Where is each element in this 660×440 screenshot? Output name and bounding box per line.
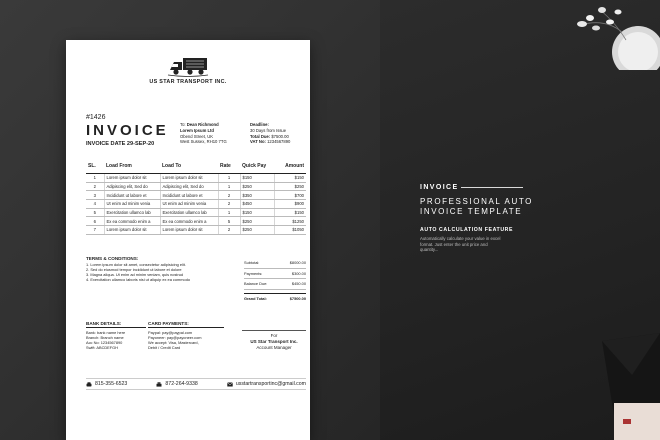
table-row [86,217,306,226]
phone-icon [86,382,92,387]
invoice-date: INVOICE DATE 29-SEP-20 [86,141,155,147]
sign-for: For [270,333,278,338]
fax-icon [156,382,162,387]
footer-email [227,381,306,387]
deadline-label: Deadline: [250,122,269,127]
cell-amount: $150 [274,208,306,217]
cell-sl: 3 [86,191,104,200]
cell-load-from: Incididunt ut labore et [104,191,160,200]
cell-quick-pay: $250 [240,182,274,191]
subtotal-value: $8000.00 [289,260,306,266]
cell-rate: 2 [218,226,240,235]
cell-amount: $150 [274,174,306,183]
cell-sl: 5 [86,208,104,217]
deadline-value: 30 Days from Issue [250,127,287,133]
card-line: Payoneer: pay@payoneer.com [148,335,202,340]
col-load-to: Load To [160,162,218,174]
truck-icon [166,56,210,78]
cell-load-from: Ut enim ad minim venia [104,200,160,209]
cell-load-to: Exercitation ullamco lab [160,208,218,217]
bill-to [180,122,227,145]
promo-text [420,184,630,253]
cell-load-to: Lorem ipsum dolor sit [160,226,218,235]
promo-heading: INVOICE [420,184,459,191]
card-line: Paypal: pay@paypal.com [148,330,193,335]
card-line: Debit / Credit Card [148,345,181,350]
terms-item: 1. Lorem ipsum dolor sit amet, consectetur adipisicing elit. [86,262,186,267]
cell-load-to: Incididunt ut labore et [160,191,218,200]
card-line: We accept: Visa, Mastercard, [148,340,199,345]
cell-load-to: Lorem ipsum dolor sit [160,174,218,183]
to-address2: West Sussex, RH10 7TG [180,139,227,145]
cell-rate: 1 [218,174,240,183]
email-text: usstartransportinc@gmail.com [235,381,306,387]
vat-value: 1234567890 [267,139,291,145]
payments-row [244,269,306,280]
company-logo [66,56,310,85]
terms-conditions [86,256,236,282]
contact-footer [86,378,306,390]
grand-total-row [244,293,306,304]
to-address1: Obend Street, UK [180,133,214,139]
invoice-table [86,162,306,235]
terms-item: 4. Exercitation ullamco laboris nisi ut aliquip ex ea commodo [86,277,191,282]
subtotal-label: Subtotal: [244,260,260,266]
card-payments [148,321,224,350]
vat-label: VAT No: [250,139,266,145]
col-quick-pay: Quick Pay [240,162,274,174]
cell-sl: 7 [86,226,104,235]
bank-heading: BANK DETAILS: [86,321,146,328]
cell-sl: 4 [86,200,104,209]
sign-role: Account Manager [256,345,292,350]
cell-sl: 1 [86,174,104,183]
plant-vase-decoration [560,0,660,70]
invoice-number: #1426 [86,114,106,121]
promo-subtitle-line2: INVOICE TEMPLATE [420,207,523,216]
terms-heading: TERMS & CONDITIONS: [86,256,139,261]
cell-quick-pay: $350 [240,191,274,200]
card-heading: CARD PAYMENTS: [148,321,224,328]
cell-sl: 6 [86,217,104,226]
grand-total-value: $7500.00 [289,295,306,301]
subtotal-row [244,258,306,269]
cell-rate: 1 [218,182,240,191]
total-due-label: Total Due: [250,133,271,139]
cell-amount: $900 [274,200,306,209]
cell-load-to: Adipiscing elit, Sed do [160,182,218,191]
table-row [86,208,306,217]
balance-value: $450.00 [291,281,306,287]
balance-label: Balance Due: [244,281,268,287]
cell-load-from: Exercitation ullamco lab [104,208,160,217]
promo-heading-row [420,184,630,191]
balance-row [244,279,306,290]
promo-subtitle-line1: PROFESSIONAL AUTO [420,197,534,206]
signature-block [242,330,306,351]
cell-quick-pay: $250 [240,226,274,235]
deadline-block [250,122,290,145]
bank-line: Branch: Branch name [86,335,124,340]
promo-subtitle [420,197,630,217]
col-sl: SL. [86,162,104,174]
cell-rate: 2 [218,191,240,200]
table-row [86,226,306,235]
bank-line: Bank: bank name here [86,330,126,335]
promo-divider [461,187,523,188]
totals-block [244,258,306,303]
to-label: To: [180,122,186,127]
terms-item: 2. Sed do eiusmod tempor incididunt ut labore et dolore [86,267,182,272]
cell-amount: $1250 [274,217,306,226]
cell-amount: $250 [274,182,306,191]
envelope-decoration [592,333,660,440]
bank-line: Acc No: 1234567890 [86,340,123,345]
phone1-text: 815-355-6523 [95,381,128,387]
sign-company: US Star Transport Inc. [250,339,298,344]
col-rate: Rate [218,162,240,174]
cell-rate: 2 [218,200,240,209]
total-due-value: $7500.00 [271,133,289,139]
invoice-paper [66,40,310,440]
cell-load-from: Ex ea commodo enim a [104,217,160,226]
grand-total-label: Grand Total: [244,295,267,301]
cell-load-to: Ex ea commodo enim a [160,217,218,226]
phone2-text: 872-264-9338 [165,381,198,387]
cell-amount: $1050 [274,226,306,235]
cell-rate: 1 [218,208,240,217]
cell-quick-pay: $150 [240,208,274,217]
promo-feature: AUTO CALCULATION FEATURE [420,227,514,233]
invoice-title: INVOICE [86,122,169,139]
to-name: Dean Richmond [186,122,219,127]
to-company: Lorem Ipsum Ltd [180,127,214,133]
footer-phone1 [86,381,127,387]
cell-quick-pay: $250 [240,217,274,226]
footer-phone2 [156,381,197,387]
company-name: US STAR TRANSPORT INC. [149,79,227,85]
promo-description: Automatically calculate your value in excel format. Just enter the unit price and quantity... [420,236,501,253]
cell-rate: 5 [218,217,240,226]
bank-line: Swift: ABCDEFGH [86,345,118,350]
table-header-row [86,162,306,174]
cell-load-from: Lorem ipsum dolor sit [104,226,160,235]
payments-label: Payments: [244,270,263,276]
cell-load-from: Adipiscing elit, Sed do [104,182,160,191]
terms-item: 3. Magna aliqua. Ut enim ad minim veniam, quis nostrud [86,272,184,277]
cell-sl: 2 [86,182,104,191]
cell-quick-pay: $450 [240,200,274,209]
cell-quick-pay: $150 [240,174,274,183]
col-load-from: Load From [104,162,160,174]
table-row [86,174,306,183]
table-row [86,200,306,209]
cell-amount: $700 [274,191,306,200]
payments-value: $300.00 [291,270,306,276]
cell-load-to: Ut enim ad minim venia [160,200,218,209]
table-row [86,182,306,191]
bank-details [86,321,146,350]
table-row [86,191,306,200]
col-amount: Amount [274,162,306,174]
cell-load-from: Lorem ipsum dolor sit [104,174,160,183]
mail-icon [227,382,233,387]
